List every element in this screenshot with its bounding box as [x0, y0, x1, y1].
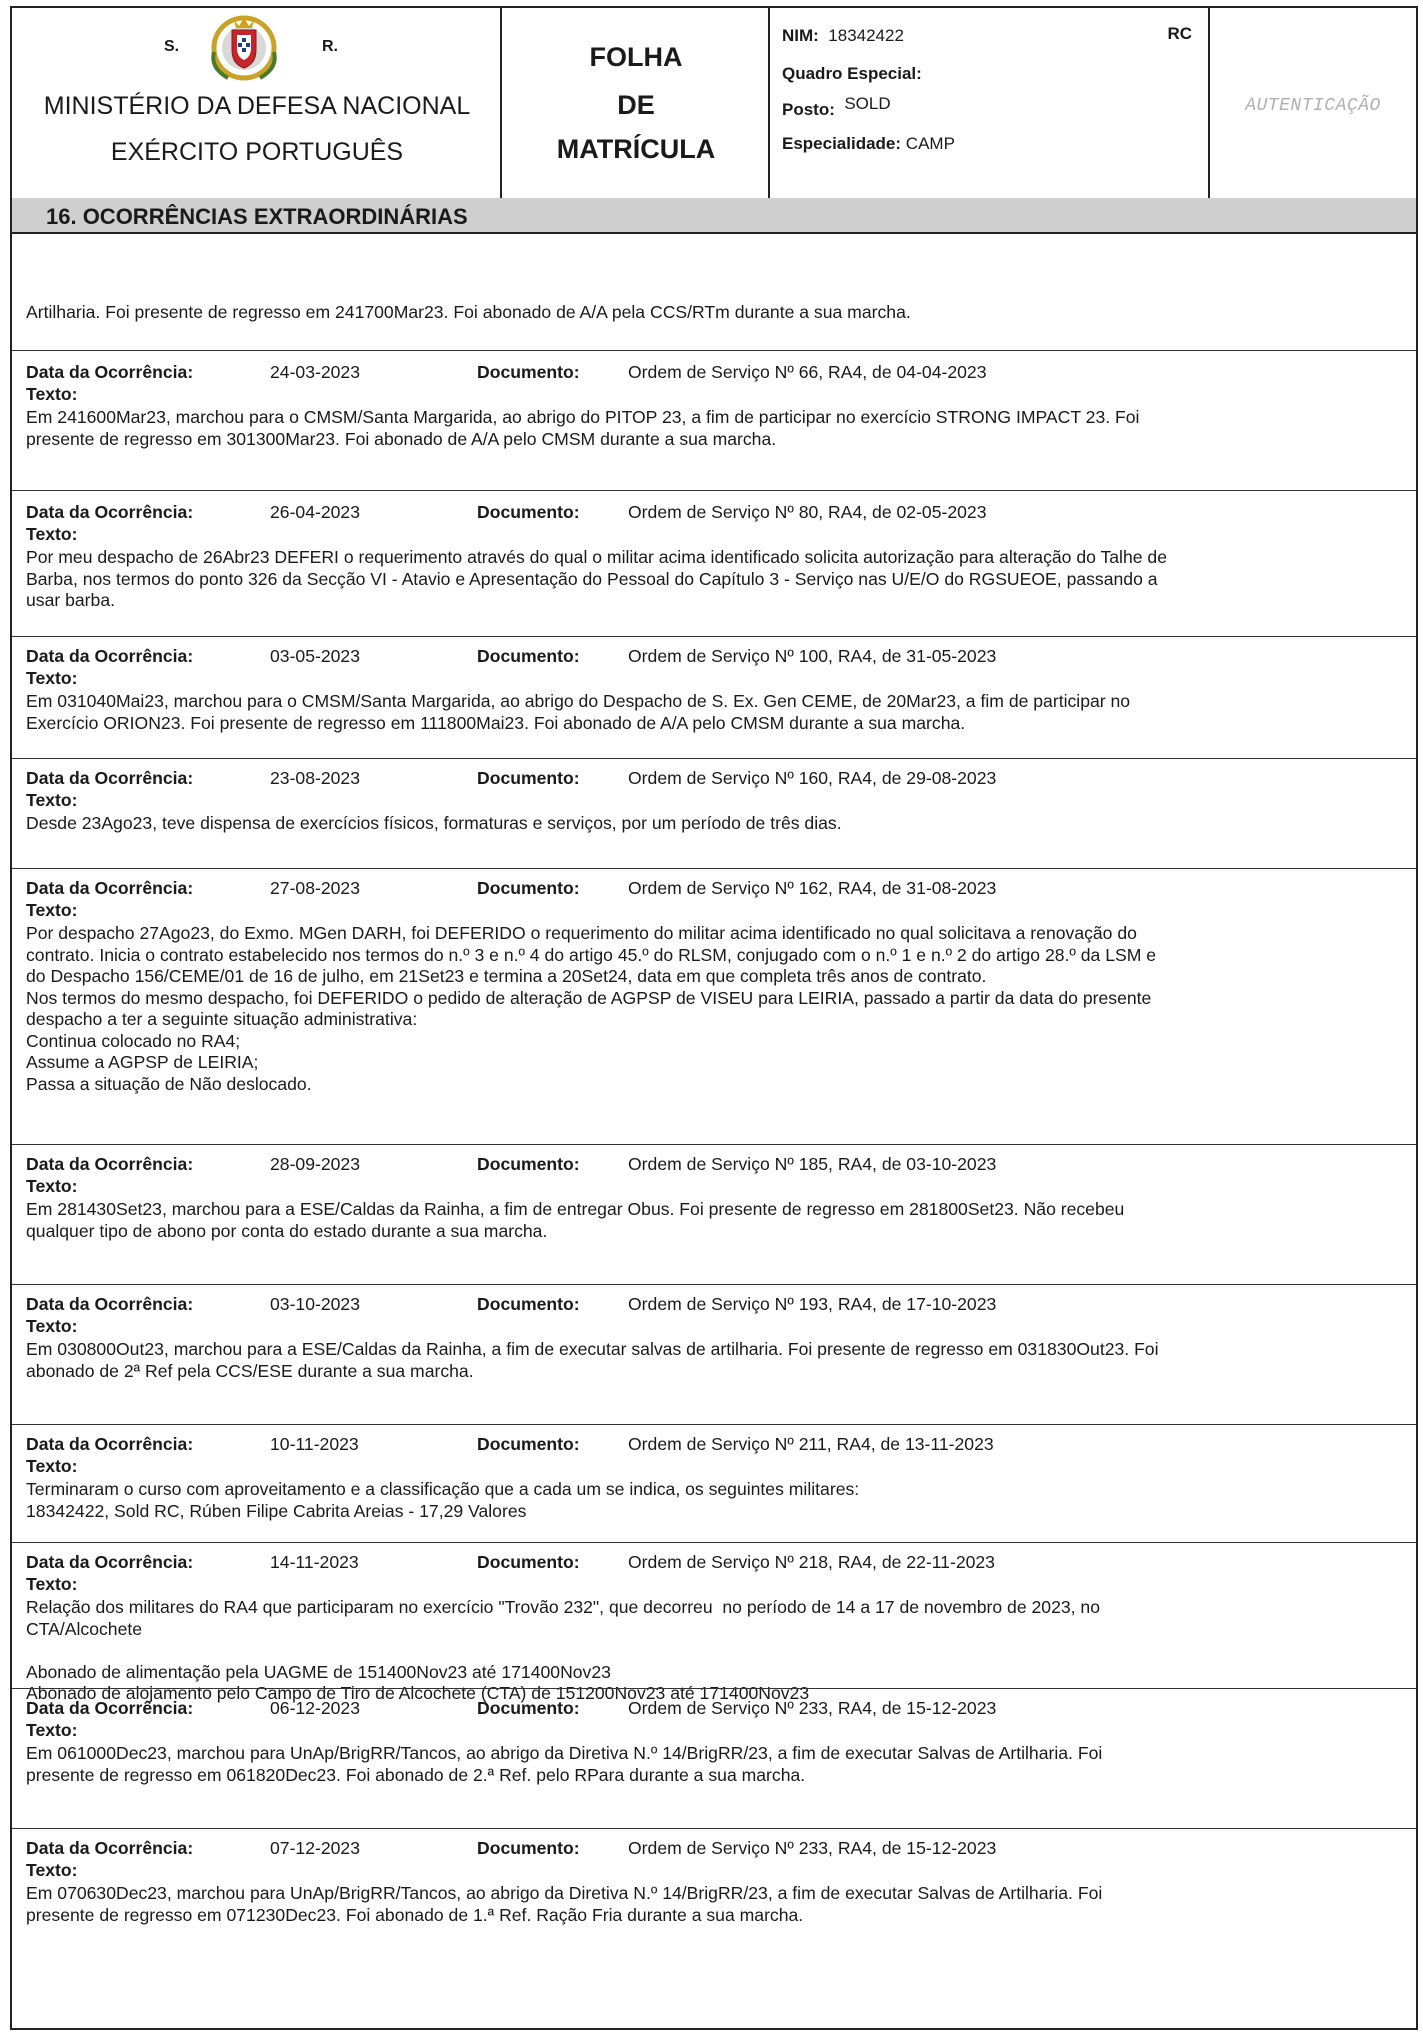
- occurrence-document: Ordem de Serviço Nº 218, RA4, de 22-11-2023: [628, 1552, 995, 1572]
- texto-label: Texto:: [26, 1316, 78, 1336]
- entry-separator: [12, 868, 1416, 869]
- occurrence-text: [26, 813, 1406, 835]
- document-label: Documento:: [477, 768, 580, 788]
- occurrence-date: 26-04-2023: [270, 502, 360, 522]
- doc-title-line-3: MATRÍCULA: [556, 134, 716, 164]
- text-line: contrato. Inicia o contrato estabelecido nos termos do n.º 3 e n.º 4 do artigo 45.º do RLSM, conjugado com o n.º 1 e n.º 2 do artigo 28.º da LSM e: [26, 944, 1157, 965]
- text-line: Abonado de alojamento pelo Campo de Tiro de Alcochete (CTA) de 151200Nov23 até 171400Nov23: [26, 1683, 810, 1703]
- texto-label: Texto:: [26, 1720, 78, 1740]
- text-line: Relação dos militares do RA4 que participaram no exercício "Trovão 232", que decorreu no período de 14 a 17 de novembro de 2023, no: [26, 1597, 1100, 1617]
- text-line: Passa a situação de Não deslocado.: [26, 1073, 312, 1094]
- entry-separator: [12, 1688, 1416, 1689]
- entry-separator: [12, 1284, 1416, 1285]
- date-label: Data da Ocorrência:: [26, 1434, 194, 1454]
- entry-separator: [12, 350, 1416, 351]
- occurrence-date: 27-08-2023: [270, 878, 360, 898]
- doc-title-line-2: DE: [617, 90, 655, 120]
- date-label: Data da Ocorrência:: [26, 768, 194, 788]
- text-line: Em 031040Mai23, marchou para o CMSM/Santa Margarida, ao abrigo do Despacho de S. Ex. Gen CEME, de 20Mar23, a fim de participar no: [26, 691, 1131, 711]
- coat-of-arms-icon: [204, 12, 284, 82]
- occurrence-text: [26, 1199, 1406, 1242]
- occurrence-date: 14-11-2023: [270, 1552, 359, 1572]
- occurrence-date: 10-11-2023: [270, 1434, 359, 1454]
- document-label: Documento:: [477, 878, 580, 898]
- nim-label: NIM:: [782, 26, 819, 45]
- text-line: CTA/Alcochete: [26, 1618, 143, 1639]
- date-label: Data da Ocorrência:: [26, 646, 194, 666]
- texto-label: Texto:: [26, 1860, 78, 1880]
- occurrence-text: [26, 547, 1406, 612]
- date-label: Data da Ocorrência:: [26, 878, 194, 898]
- nim-field: [782, 26, 904, 46]
- entry-separator: [12, 758, 1416, 759]
- texto-label: Texto:: [26, 1176, 78, 1196]
- text-line: usar barba.: [26, 590, 115, 610]
- record-sheet: [10, 6, 1418, 2030]
- text-line: Barba, nos termos do ponto 326 da Secção VI - Atavio e Apresentação do Pessoal do Capítulo 3 - Serviço nas U/E/O do RGSUEOE, passando a: [26, 568, 1158, 589]
- document-label: Documento:: [477, 646, 580, 666]
- occurrence-document: Ordem de Serviço Nº 162, RA4, de 31-08-2023: [628, 878, 997, 898]
- occurrence-date: 07-12-2023: [270, 1838, 360, 1858]
- text-line: presente de regresso em 301300Mar23. Foi abonado de A/A pelo CMSM durante a sua marcha.: [26, 428, 777, 449]
- text-line: abonado de 2ª Ref pela CCS/ESE durante a sua marcha.: [26, 1360, 474, 1381]
- occurrence-text: [26, 1479, 1406, 1522]
- occurrence-date: 28-09-2023: [270, 1154, 360, 1174]
- text-line: Em 281430Set23, marchou para a ESE/Caldas da Rainha, a fim de entregar Obus. Foi presente de regresso em 281800Set23. Não recebeu: [26, 1199, 1125, 1219]
- authentication-cell: [1210, 8, 1416, 198]
- posto-field: [782, 94, 891, 119]
- especialidade-field: [782, 134, 955, 154]
- occurrence-date: 03-10-2023: [270, 1294, 360, 1314]
- occurrence-date: 06-12-2023: [270, 1698, 360, 1718]
- date-label: Data da Ocorrência:: [26, 502, 194, 522]
- occurrence-document: Ordem de Serviço Nº 233, RA4, de 15-12-2023: [628, 1698, 997, 1718]
- text-line: Nos termos do mesmo despacho, foi DEFERIDO o pedido de alteração de AGPSP de VISEU para LEIRIA, passado a partir da data do presente: [26, 987, 1152, 1008]
- document-label: Documento:: [477, 1154, 580, 1174]
- document-label: Documento:: [477, 1838, 580, 1858]
- entry-separator: [12, 1424, 1416, 1425]
- texto-label: Texto:: [26, 668, 78, 688]
- occurrence-document: Ordem de Serviço Nº 193, RA4, de 17-10-2023: [628, 1294, 997, 1314]
- document-label: Documento:: [477, 502, 580, 522]
- text-line: despacho a ter a seguinte situação administrativa:: [26, 1009, 418, 1029]
- s-letter: S.: [164, 38, 180, 55]
- occurrence-document: Ordem de Serviço Nº 185, RA4, de 03-10-2023: [628, 1154, 997, 1174]
- text-line: Em 070630Dec23, marchou para UnAp/BrigRR/Tancos, ao abrigo da Diretiva N.º 14/BrigRR/23, a fim de executar Salvas de Artilharia. Foi: [26, 1883, 1103, 1903]
- document-label: Documento:: [477, 1698, 580, 1718]
- occurrence-date: 03-05-2023: [270, 646, 360, 666]
- posto-label: Posto:: [782, 100, 835, 119]
- document-label: Documento:: [477, 1294, 580, 1314]
- continuation-text: Artilharia. Foi presente de regresso em 241700Mar23. Foi abonado de A/A pela CCS/RTm durante a sua marcha.: [26, 302, 911, 322]
- texto-label: Texto:: [26, 524, 78, 544]
- text-line: 18342422, Sold RC, Rúben Filipe Cabrita Areias - 17,29 Valores: [26, 1500, 527, 1521]
- date-label: Data da Ocorrência:: [26, 1552, 194, 1572]
- occurrence-text: [26, 691, 1406, 734]
- text-line: do Despacho 156/CEME/01 de 16 de julho, em 21Set23 e termina a 20Set24, data em que completa três anos de contrato.: [26, 966, 987, 986]
- occurrence-document: Ordem de Serviço Nº 80, RA4, de 02-05-2023: [628, 502, 987, 522]
- text-line: qualquer tipo de abono por conta do estado durante a sua marcha.: [26, 1220, 548, 1241]
- occurrence-text: [26, 1743, 1406, 1786]
- posto-value: SOLD: [844, 94, 891, 113]
- text-line: presente de regresso em 071230Dec23. Foi abonado de 1.ª Ref. Ração Fria durante a sua marcha.: [26, 1904, 804, 1925]
- occurrence-text: [26, 923, 1406, 1095]
- text-line: Em 030800Out23, marchou para a ESE/Caldas da Rainha, a fim de executar salvas de artilharia. Foi presente de regresso em 031830Out23. Foi: [26, 1339, 1159, 1359]
- entry-separator: [12, 490, 1416, 491]
- document-label: Documento:: [477, 362, 580, 382]
- occurrence-document: Ordem de Serviço Nº 100, RA4, de 31-05-2023: [628, 646, 997, 666]
- document-label: Documento:: [477, 1434, 580, 1454]
- rc-label: RC: [1167, 24, 1192, 43]
- texto-label: Texto:: [26, 790, 78, 810]
- nim-value: 18342422: [828, 26, 904, 45]
- occurrence-text: [26, 1883, 1406, 1926]
- occurrence-document: Ordem de Serviço Nº 233, RA4, de 15-12-2023: [628, 1838, 997, 1858]
- texto-label: Texto:: [26, 1456, 78, 1476]
- text-line: Terminaram o curso com aproveitamento e a classificação que a cada um se indica, os seguintes militares:: [26, 1479, 860, 1499]
- occurrence-document: Ordem de Serviço Nº 211, RA4, de 13-11-2023: [628, 1434, 994, 1454]
- doc-title-cell: [502, 8, 770, 198]
- date-label: Data da Ocorrência:: [26, 1838, 194, 1858]
- r-letter: R.: [322, 38, 338, 55]
- occurrence-document: Ordem de Serviço Nº 66, RA4, de 04-04-2023: [628, 362, 987, 382]
- text-line: Continua colocado no RA4;: [26, 1030, 241, 1051]
- entry-separator: [12, 636, 1416, 637]
- entry-separator: [12, 1144, 1416, 1145]
- text-line: Por meu despacho de 26Abr23 DEFERI o requerimento através do qual o militar acima identificado solicita autorização para alteração do Talhe de: [26, 547, 1167, 567]
- army-name: EXÉRCITO PORTUGUÊS: [110, 138, 404, 166]
- text-line: Assume a AGPSP de LEIRIA;: [26, 1052, 259, 1072]
- date-label: Data da Ocorrência:: [26, 1154, 194, 1174]
- document-label: Documento:: [477, 1552, 580, 1572]
- text-line: Em 241600Mar23, marchou para o CMSM/Santa Margarida, ao abrigo do PITOP 23, a fim de participar no exercício STRONG IMPACT 23. Foi: [26, 407, 1140, 427]
- date-label: Data da Ocorrência:: [26, 362, 194, 382]
- date-label: Data da Ocorrência:: [26, 1698, 194, 1718]
- text-line: [26, 1640, 1406, 1662]
- text-line: Exercício ORION23. Foi presente de regresso em 111800Mai23. Foi abonado de A/A pelo CMSM durante a sua marcha.: [26, 712, 966, 733]
- text-line: Desde 23Ago23, teve dispensa de exercícios físicos, formaturas e serviços, por um período de três dias.: [26, 813, 842, 833]
- section-header: [12, 198, 1416, 234]
- especialidade-label: Especialidade:: [782, 134, 902, 153]
- occurrence-text: [26, 1339, 1406, 1382]
- entry-separator: [12, 1542, 1416, 1543]
- occurrence-text: [26, 407, 1406, 450]
- document-header: [12, 8, 1416, 200]
- quadro-field: [782, 64, 922, 84]
- date-label: Data da Ocorrência:: [26, 1294, 194, 1314]
- especialidade-value: CAMP: [905, 134, 955, 153]
- texto-label: Texto:: [26, 1574, 78, 1594]
- texto-label: Texto:: [26, 900, 78, 920]
- quadro-label: Quadro Especial:: [782, 64, 922, 83]
- occurrence-date: 23-08-2023: [270, 768, 360, 788]
- text-line: presente de regresso em 061820Dec23. Foi abonado de 2.ª Ref. pelo RPara durante a sua marcha.: [26, 1764, 806, 1785]
- entry-separator: [12, 1828, 1416, 1829]
- text-line: Em 061000Dec23, marchou para UnAp/BrigRR/Tancos, ao abrigo da Diretiva N.º 14/BrigRR/23, a fim de executar Salvas de Artilharia. Foi: [26, 1743, 1103, 1763]
- ministry-cell: [12, 8, 502, 198]
- occurrence-document: Ordem de Serviço Nº 160, RA4, de 29-08-2023: [628, 768, 997, 788]
- texto-label: Texto:: [26, 384, 78, 404]
- personnel-fields-cell: [770, 8, 1210, 198]
- occurrence-date: 24-03-2023: [270, 362, 360, 382]
- text-line: Por despacho 27Ago23, do Exmo. MGen DARH, foi DEFERIDO o requerimento do militar acima identificado no qual solicitava a renovação do: [26, 923, 1137, 943]
- doc-title-line-1: FOLHA: [589, 42, 683, 72]
- text-line: Abonado de alimentação pela UAGME de 151400Nov23 até 171400Nov23: [26, 1661, 611, 1682]
- authentication-watermark: AUTENTICAÇÃO: [1245, 96, 1381, 116]
- ministry-name: MINISTÉRIO DA DEFESA NACIONAL: [43, 92, 471, 120]
- section-title: 16. OCORRÊNCIAS EXTRAORDINÁRIAS: [46, 204, 468, 229]
